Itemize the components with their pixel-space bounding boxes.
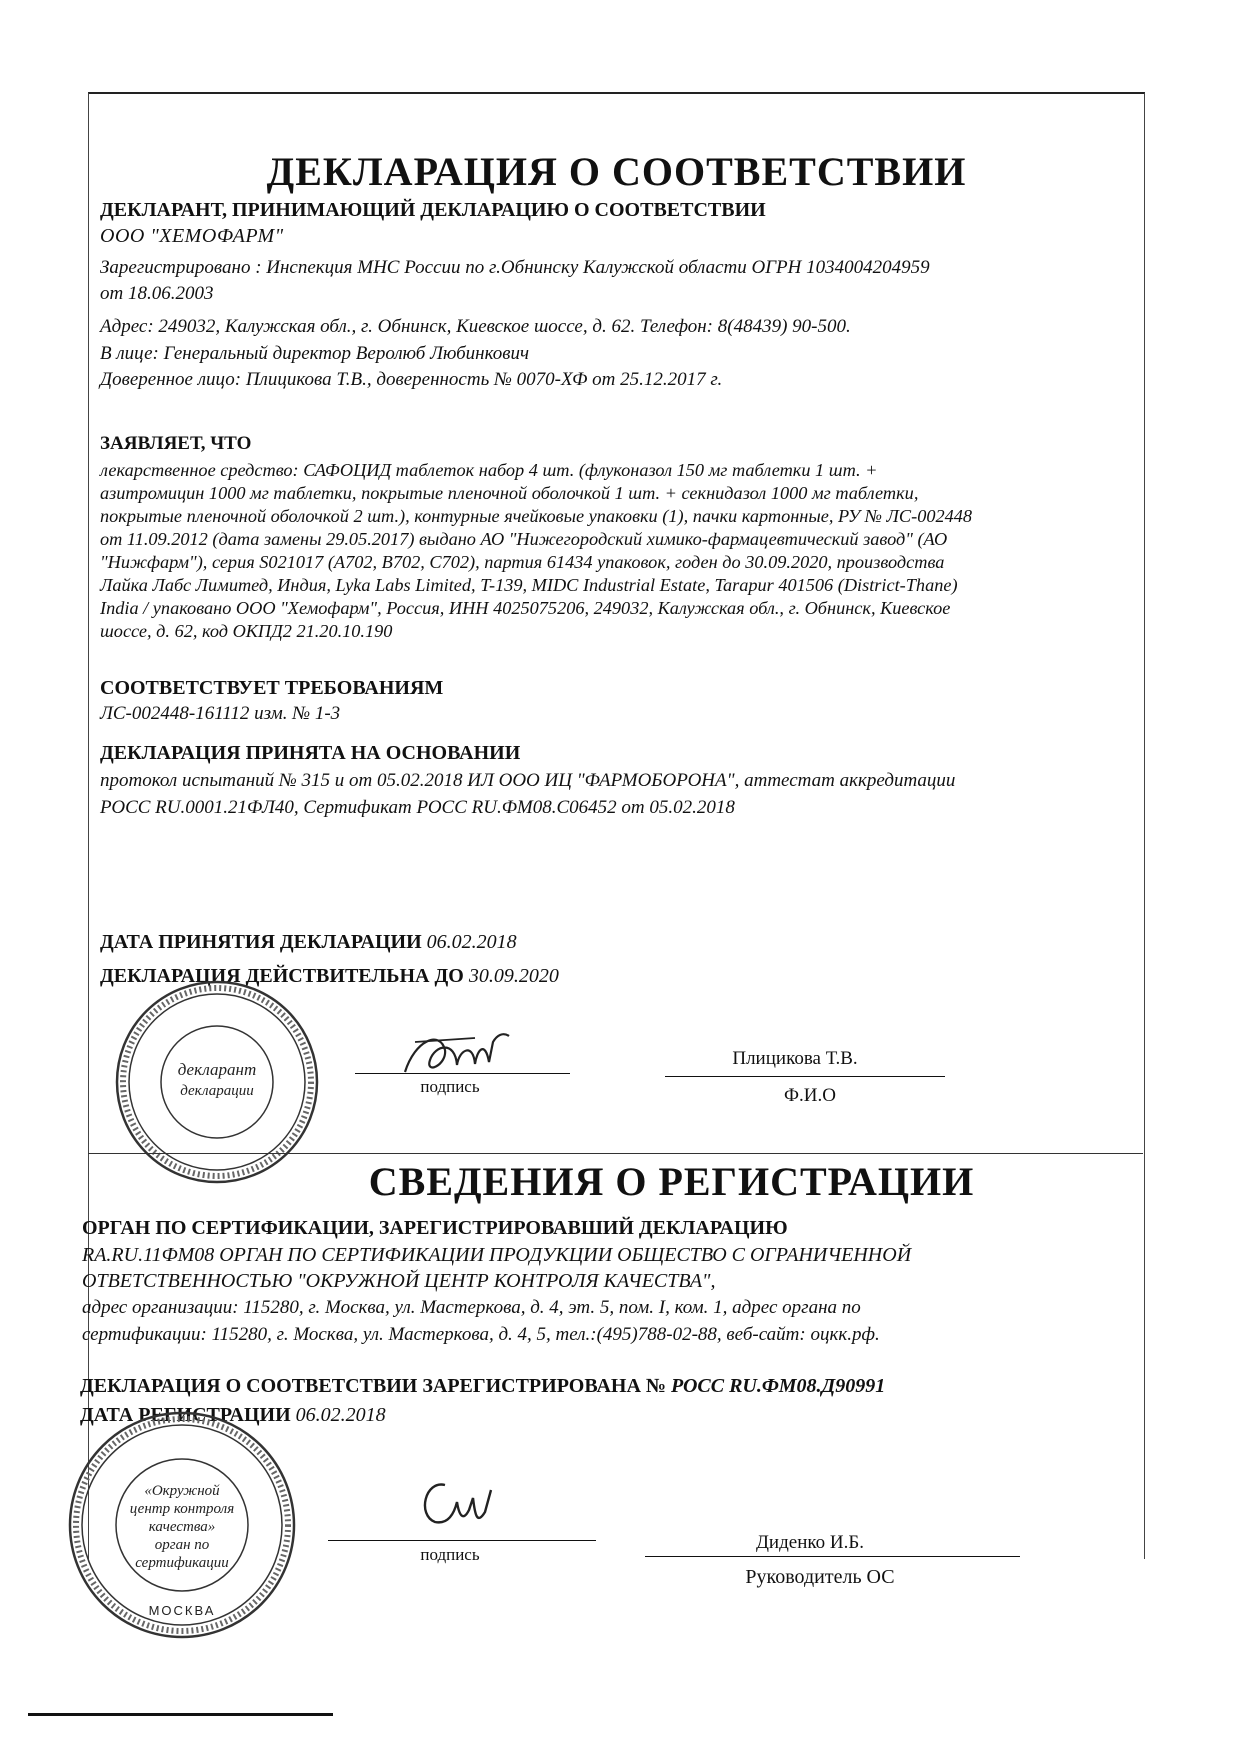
- registration-line: сертификации: 115280, г. Москва, ул. Мастеркова, д. 4, 5, тел.:(495)788-02-88, веб-сайт: оцкк.рф.: [82, 1324, 880, 1345]
- statement-line: Лайка Лабс Лимитед, Индия, Lyka Labs Limited, T-139, MIDC Industrial Estate, Tarapur 401506 (District-Thane): [100, 575, 958, 595]
- basis-section: [100, 740, 1138, 821]
- declarant-section: [100, 197, 1138, 394]
- registration-title: СВЕДЕНИЯ О РЕГИСТРАЦИИ: [368, 1159, 975, 1204]
- stamp2-bottom-text: МОСКВА: [148, 1603, 216, 1618]
- declarant-line: Адрес: 249032, Калужская обл., г. Обнинск, Киевское шоссе, д. 62. Телефон: 8(48439) 90-500.: [100, 316, 851, 337]
- valid-until-label: ДЕКЛАРАЦИЯ ДЕЙСТВИТЕЛЬНА ДО: [100, 965, 464, 987]
- declarant-line: Зарегистрировано : Инспекция МНС России по г.Обнинску Калужской области ОГРН 1034004204959: [100, 257, 930, 278]
- declarant-heading: ДЕКЛАРАНТ, ПРИНИМАЮЩИЙ ДЕКЛАРАЦИЮ О СООТВЕТСТВИИ: [100, 199, 766, 221]
- section-divider: [88, 1153, 1143, 1154]
- statement-section: [100, 430, 1138, 643]
- statement-line: азитромицин 1000 мг таблетки, покрытые пленочной оболочкой 1 шт. + секнидазол 1000 мг таблетки,: [100, 483, 919, 503]
- document-title: ДЕКЛАРАЦИЯ О СООТВЕТСТВИИ: [266, 149, 967, 194]
- signature-caption-2: подпись: [420, 1545, 480, 1564]
- stamp2-center-line: «Окружной: [144, 1483, 220, 1499]
- declarant-line: Доверенное лицо: Плицикова Т.В., доверенность № 0070-ХФ от 25.12.2017 г.: [100, 369, 723, 390]
- registration-line: ОТВЕТСТВЕННОСТЬЮ "ОКРУЖНОЙ ЦЕНТР КОНТРОЛЯ КАЧЕСТВА",: [82, 1270, 716, 1292]
- name-caption-1: Ф.И.О: [784, 1085, 836, 1106]
- basis-line: протокол испытаний № 315 и от 05.02.2018 ИЛ ООО ИЦ "ФАРМОБОРОНА", аттестат аккредитации: [100, 770, 956, 791]
- registration-heading: ОРГАН ПО СЕРТИФИКАЦИИ, ЗАРЕГИСТРИРОВАВШИЙ ДЕКЛАРАЦИЮ: [82, 1217, 788, 1239]
- stamp1-center-line1: декларант: [177, 1060, 257, 1079]
- registrar-signer-name: Диденко И.Б.: [755, 1532, 865, 1553]
- registration-line: RA.RU.11ФМ08 ОРГАН ПО СЕРТИФИКАЦИИ ПРОДУКЦИИ ОБЩЕСТВО С ОГРАНИЧЕННОЙ: [82, 1244, 912, 1266]
- signature-scribble-2: [405, 1470, 515, 1540]
- basis-heading: ДЕКЛАРАЦИЯ ПРИНЯТА НА ОСНОВАНИИ: [100, 742, 521, 764]
- declarant-company: ООО "ХЕМОФАРМ": [100, 225, 284, 247]
- statement-heading: ЗАЯВЛЯЕТ, ЧТО: [100, 433, 252, 454]
- registered-number: РОСС RU.ФМ08.Д90991: [671, 1375, 886, 1397]
- name-line-1: [665, 1076, 945, 1077]
- registration-date-value: 06.02.2018: [295, 1404, 386, 1426]
- stamp2-center-line: центр контроля: [129, 1501, 235, 1517]
- accepted-date-value: 06.02.2018: [426, 931, 517, 953]
- valid-until-value: 30.09.2020: [468, 965, 559, 987]
- conforms-section: [100, 675, 1138, 726]
- stamp2-center-line: качества»: [148, 1519, 216, 1535]
- registration-date-label: ДАТА РЕГИСТРАЦИИ: [80, 1404, 291, 1426]
- stamp2-center-line: орган по: [154, 1537, 210, 1553]
- declarant-line: В лице: Генеральный директор Веролюб Любинкович: [100, 343, 530, 364]
- registration-section: [82, 1215, 1163, 1348]
- conforms-heading: СООТВЕТСТВУЕТ ТРЕБОВАНИЯМ: [100, 677, 444, 699]
- basis-line: РОСС RU.0001.21ФЛ40, Сертификат РОСС RU.ФМ08.С06452 от 05.02.2018: [100, 797, 735, 818]
- accepted-date-label: ДАТА ПРИНЯТИЯ ДЕКЛАРАЦИИ: [100, 931, 422, 953]
- statement-line: покрытые пленочной оболочкой 2 шт.), контурные ячейковые упаковки (1), пачки картонные, РУ № ЛС-002448: [100, 506, 973, 526]
- registration-line: адрес организации: 115280, г. Москва, ул. Мастеркова, д. 4, эт. 5, пом. I, ком. 1, адрес органа по: [82, 1297, 861, 1318]
- declarant-signer-name: Плицикова Т.В.: [732, 1048, 858, 1069]
- signature-line-2: [328, 1540, 596, 1541]
- declarant-line: от 18.06.2003: [100, 283, 214, 304]
- name-caption-2: Руководитель ОС: [745, 1566, 895, 1588]
- name-line-2: [645, 1556, 1020, 1557]
- statement-line: India / упаковано ООО "Хемофарм", Россия, ИНН 4025075206, 249032, Калужская обл., г. Обнинск, Киевское: [100, 598, 951, 618]
- footer-rule: [28, 1713, 333, 1716]
- signature-line-1: [355, 1073, 570, 1074]
- signature-caption-1: подпись: [420, 1077, 480, 1096]
- statement-line: "Нижфарм"), серия S021017 (А702, В702, С702), партия 61434 упаковок, годен до 30.09.2020, производства: [100, 552, 945, 572]
- conforms-value: ЛС-002448-161112 изм. № 1-3: [100, 703, 341, 724]
- statement-line: шоссе, д. 62, код ОКПД2 21.20.10.190: [100, 621, 393, 641]
- stamp2-center-line: сертификации: [135, 1555, 229, 1571]
- statement-line: лекарственное средство: САФОЦИД таблеток набор 4 шт. (флуконазол 150 мг таблетки 1 шт. +: [100, 460, 878, 480]
- statement-line: от 11.09.2012 (дата замены 29.05.2017) выдано АО "Нижегородский химико-фармацевтический завод" (АО: [100, 529, 948, 549]
- certification-body-stamp: [62, 1405, 302, 1645]
- stamp1-center-line2: декларации: [180, 1083, 254, 1099]
- registered-label: ДЕКЛАРАЦИЯ О СООТВЕТСТВИИ ЗАРЕГИСТРИРОВАНА №: [80, 1375, 666, 1397]
